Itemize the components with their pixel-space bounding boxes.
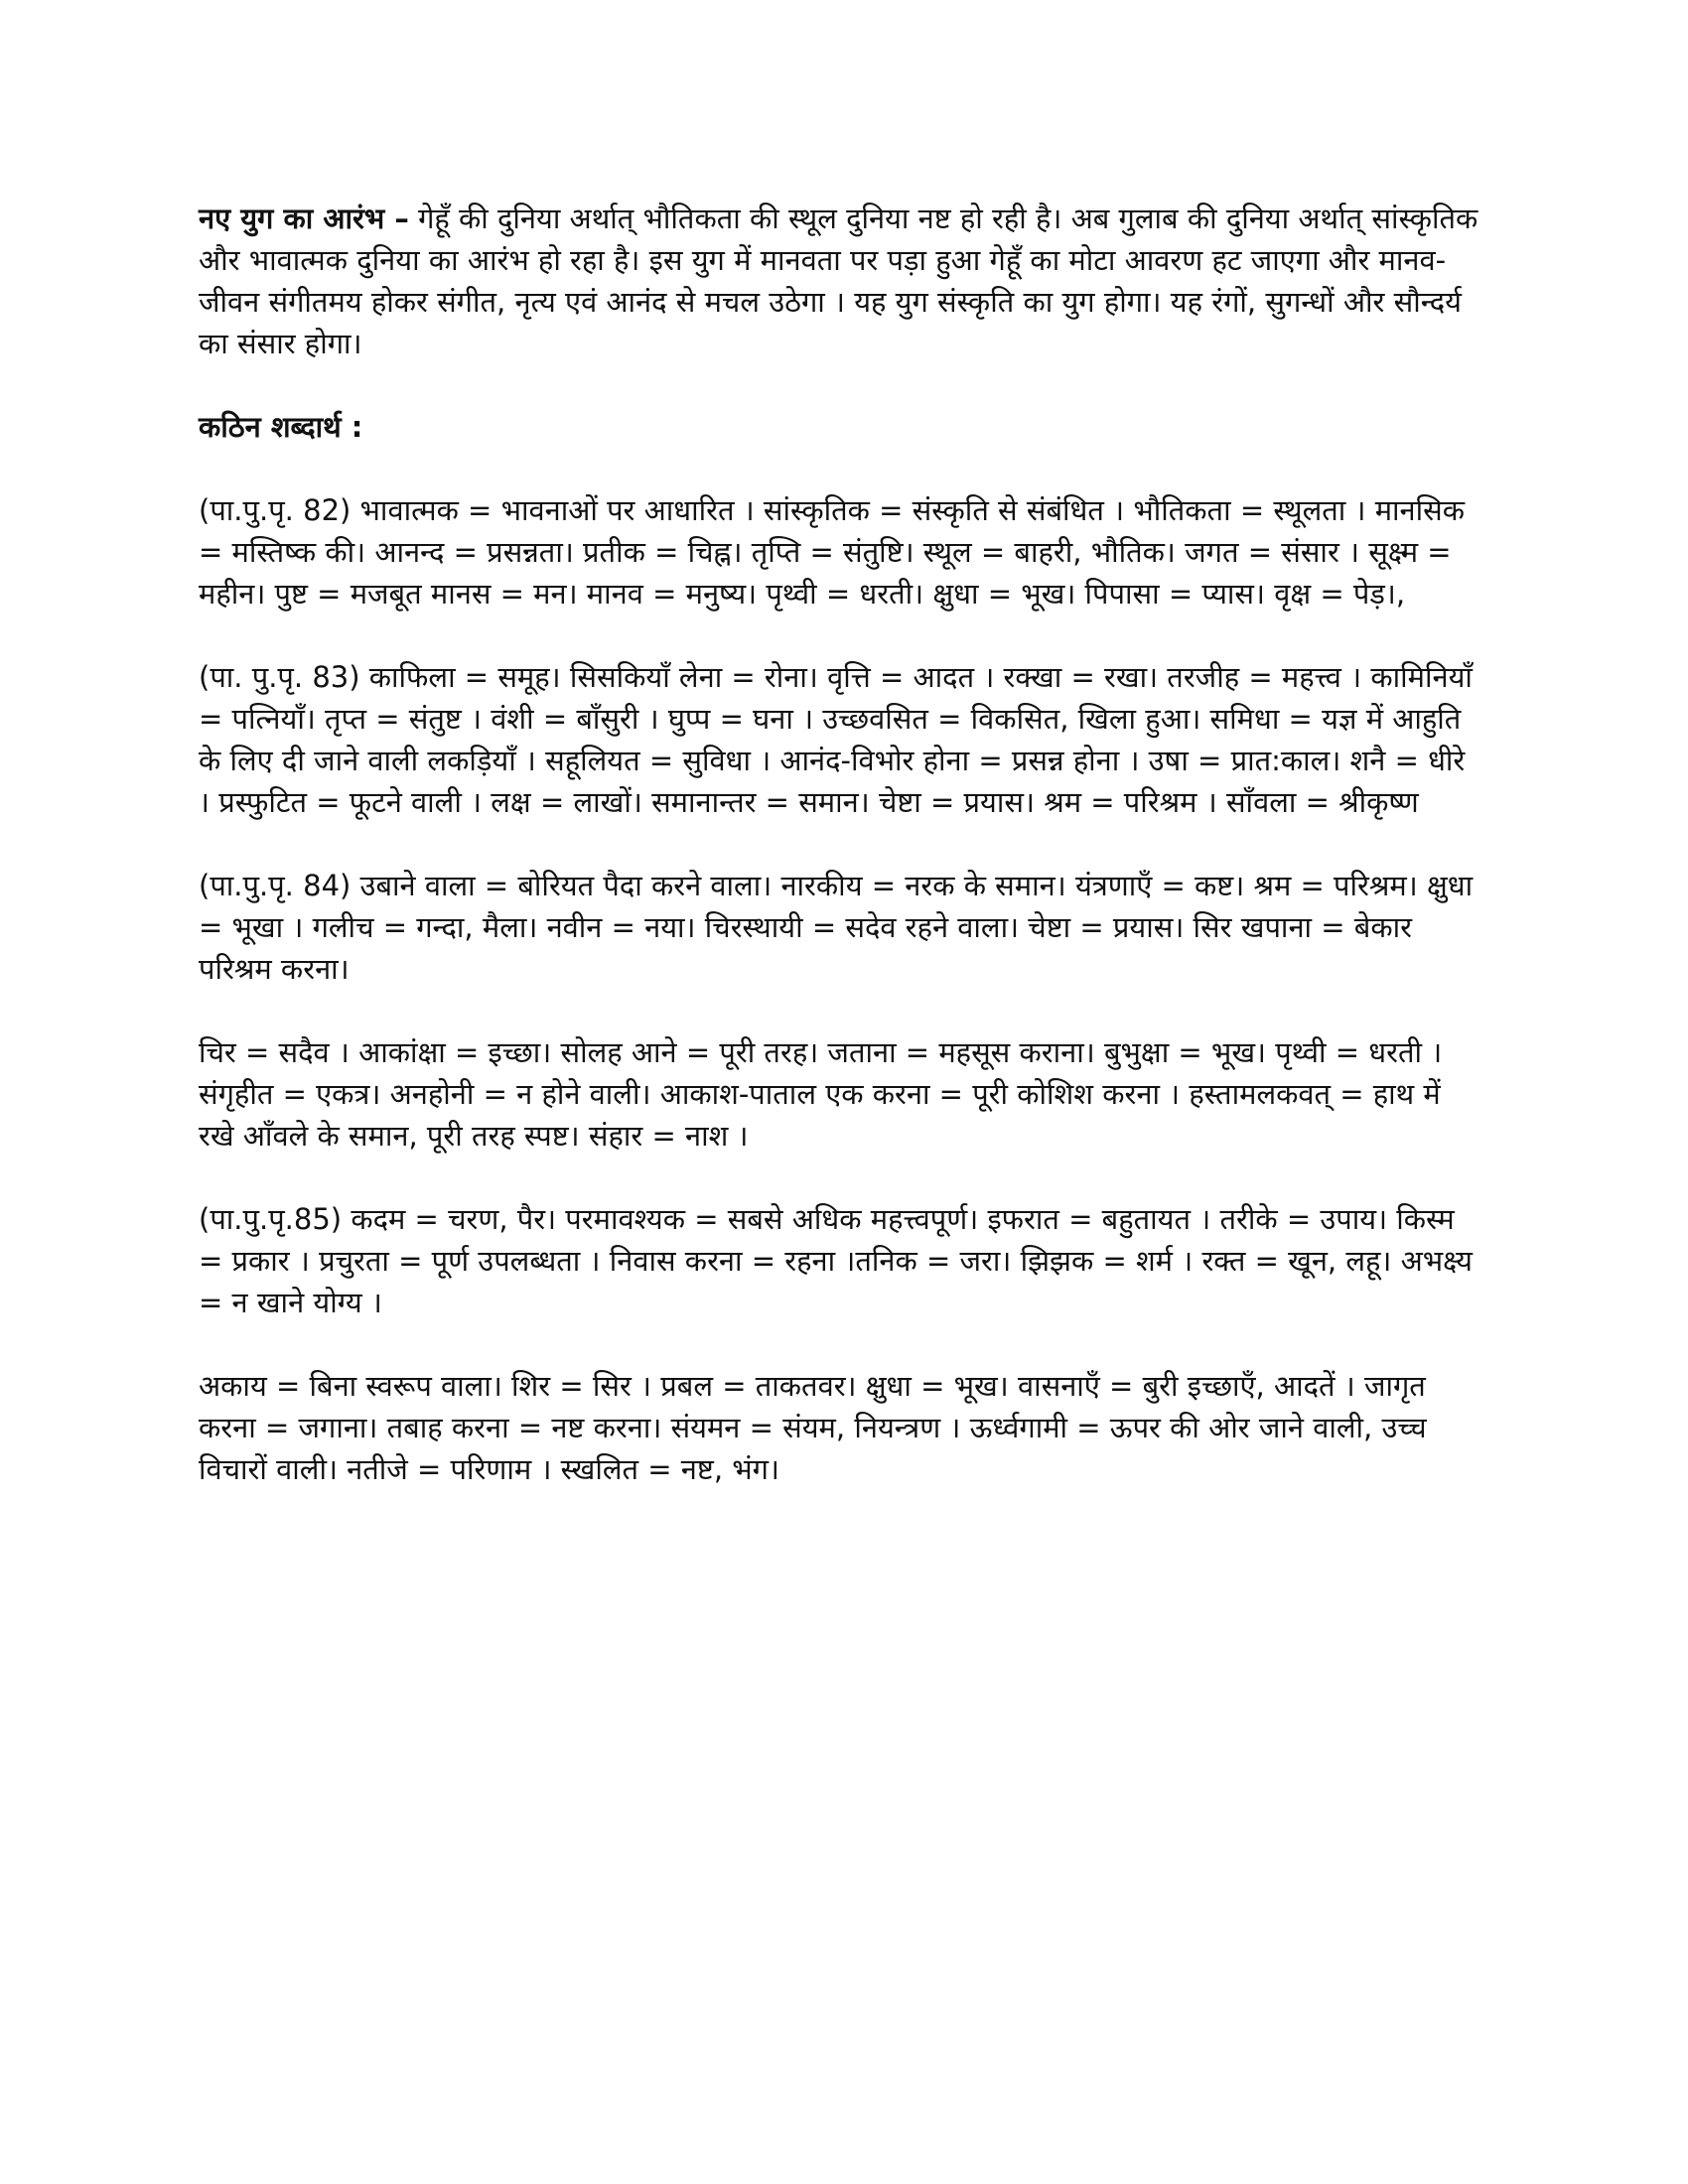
glossary-paragraph-page-83: (पा. पु.पृ. 83) काफिला = समूह। सिसकियाँ लेना = रोना। वृत्ति = आदत । रक्खा = रखा। तरजीह = महत्त्व । कामिनियाँ = पत्नियाँ। तृप्त = संतुष्ट । वंशी = बाँसुरी । घुप्प = घना । उच्छवसित = विकसित, खिला हुआ। समिधा = यज्ञ में आहुति के लिए दी जाने वाली लकड़ियाँ । सहूलियत = सुविधा । आनंद-विभोर होना = प्रसन्न होना । उषा = प्रात:काल। शनै = धीरे । प्रस्फुटित = फूटने वाली । लक्ष = लाखों। समानान्तर = समान। चेष्टा = प्रयास। श्रम = परिश्रम । साँवला = श्रीकृष्ण: [199, 660, 1473, 819]
document-page: [199, 198, 1484, 1532]
glossary-paragraph-page-84: (पा.पु.पृ. 84) उबाने वाला = बोरियत पैदा करने वाला। नारकीय = नरक के समान। यंत्रणाएँ = कष्ट। श्रम = परिश्रम। क्षुधा = भूखा । गलीच = गन्दा, मैला। नवीन = नया। चिरस्थायी = सदेव रहने वाला। चेष्टा = प्रयास। सिर खपाना = बेकार परिश्रम करना।: [199, 869, 1474, 986]
glossary-paragraph-page-85: (पा.पु.पृ.85) कदम = चरण, पैर। परमावश्यक = सबसे अधिक महत्त्वपूर्ण। इफरात = बहुतायत । तरीके = उपाय। किस्म = प्रकार । प्रचुरता = पूर्ण उपलब्धता । निवास करना = रहना ।तनिक = जरा। झिझक = शर्म । रक्त = खून, लहू। अभक्ष्य = न खाने योग्य ।: [199, 1202, 1473, 1319]
glossary-paragraph-continued: चिर = सदैव । आकांक्षा = इच्छा। सोलह आने = पूरी तरह। जताना = महसूस कराना। बुभुक्षा = भूख। पृथ्वी = धरती । संगृहीत = एकत्र। अनहोनी = न होने वाली। आकाश-पाताल एक करना = पूरी कोशिश करना । हस्तामलकवत् = हाथ में रखे आँवले के समान, पूरी तरह स्पष्ट। संहार = नाश ।: [199, 1035, 1443, 1153]
intro-text: गेहूँ की दुनिया अर्थात् भौतिकता की स्थूल दुनिया नष्ट हो रही है। अब गुलाब की दुनिया अर्थात् सांस्कृतिक और भावात्मक दुनिया का आरंभ हो रहा है। इस युग में मानवता पर पड़ा हुआ गेहूँ का मोटा आवरण हट जाएगा और मानव-जीवन संगीतमय होकर संगीत, नृत्य एवं आनंद से मचल उठेगा । यह युग संस्कृति का युग होगा। यह रंगों, सुगन्धों और सौन्दर्य का संसार होगा।: [199, 202, 1478, 360]
glossary-paragraph-final: अकाय = बिना स्वरूप वाला। शिर = सिर । प्रबल = ताकतवर। क्षुधा = भूख। वासनाएँ = बुरी इच्छाएँ, आदतें । जागृत करना = जगाना। तबाह करना = नष्ट करना। संयमन = संयम, नियन्त्रण । ऊर्ध्वगामी = ऊपर की ओर जाने वाली, उच्च विचारों वाली। नतीजे = परिणाम । स्खलित = नष्ट, भंग।: [199, 1369, 1427, 1486]
glossary-paragraph-page-82: (पा.पु.पृ. 82) भावात्मक = भावनाओं पर आधारित । सांस्कृतिक = संस्कृति से संबंधित । भौतिकता = स्थूलता । मानसिक = मस्तिष्क की। आनन्द = प्रसन्नता। प्रतीक = चिह्न। तृप्ति = संतुष्टि। स्थूल = बाहरी, भौतिक। जगत = संसार । सूक्ष्म = महीन। पुष्ट = मजबूत मानस = मन। मानव = मनुष्य। पृथ्वी = धरती। क्षुधा = भूख। पिपासा = प्यास। वृक्ष = पेड़।,: [199, 493, 1466, 611]
intro-title: नए युग का आरंभ –: [199, 202, 409, 235]
glossary-heading: कठिन शब्दार्थ :: [199, 410, 363, 444]
intro-paragraph: [199, 198, 1484, 364]
